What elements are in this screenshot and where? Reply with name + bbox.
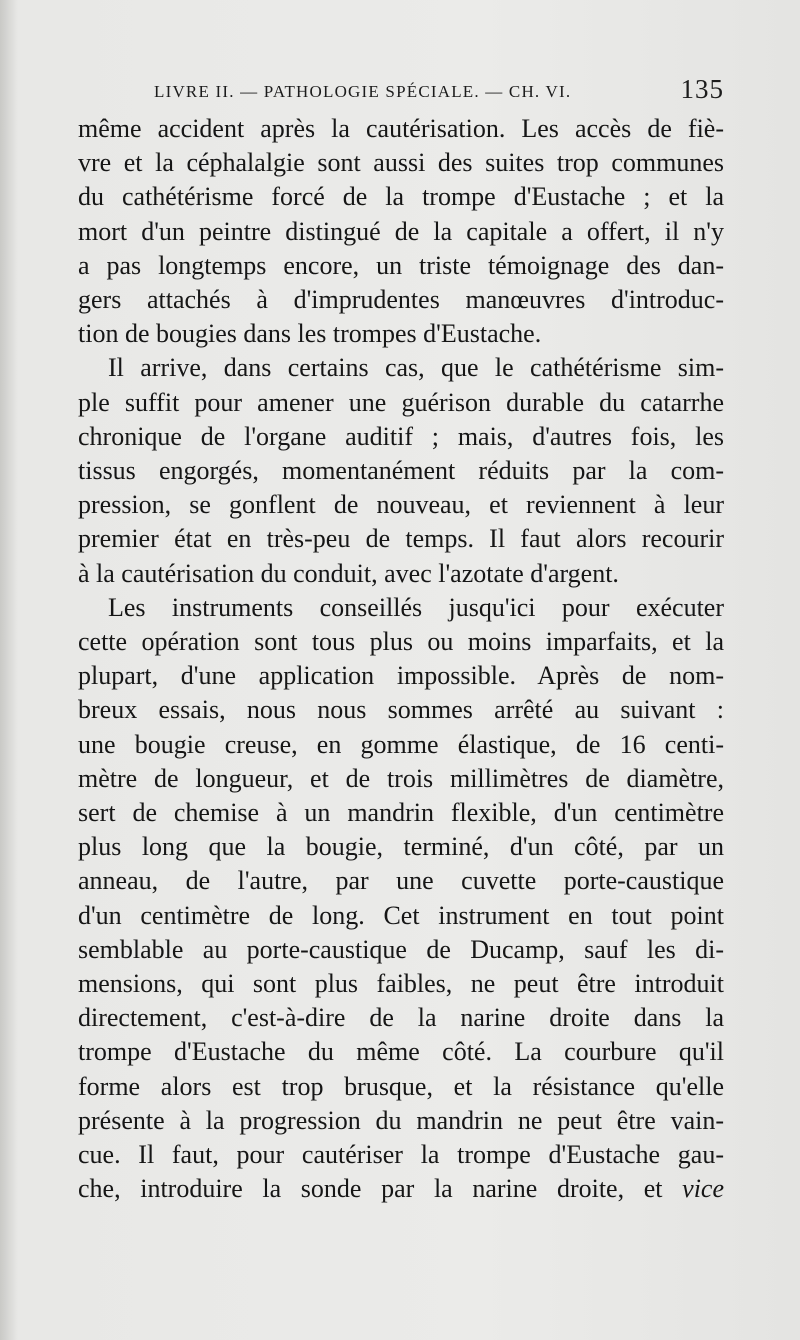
text-line: breux essais, nous nous sommes arrêté au suivant : [78,695,724,725]
text-line: chronique de l'organe auditif ; mais, d'autres fois, les [78,421,724,451]
text-line: directement, c'est-à-dire de la narine droite dans la [78,1003,724,1033]
text-line: vre et la céphalalgie sont aussi des suites trop communes [78,148,724,178]
text-line: tion de bougies dans les trompes d'Eustache. [78,319,542,349]
text-line: pression, se gonflent de nouveau, et reviennent à leur [78,490,724,520]
text-line: plupart, d'une application impossible. Après de nom- [78,661,724,691]
text-line: Il arrive, dans certains cas, que le cathétérisme sim- [108,353,724,383]
text-line: Les instruments conseillés jusqu'ici pour exécuter [108,592,724,622]
text-line: mensions, qui sont plus faibles, ne peut être introduit [78,969,724,999]
running-head [78,72,724,112]
text-line: ple suffit pour amener une guérison durable du catarrhe [78,387,724,417]
text-line: a pas longtemps encore, un triste témoignage des dan- [78,250,724,280]
final-line-text: che, introduire la sonde par la narine droite, et [78,1174,663,1204]
text-line: même accident après la cautérisation. Les accès de fiè- [78,114,724,143]
text-line: plus long que la bougie, terminé, d'un côté, par un [78,832,724,862]
text-line: mètre de longueur, et de trois millimètres de diamètre, [78,763,724,793]
text-line: premier état en très-peu de temps. Il faut alors recourir [78,524,724,554]
text-line: du cathétérisme forcé de la trompe d'Eustache ; et la [78,182,724,212]
text-line: une bougie creuse, en gomme élastique, de 16 centi- [78,729,724,759]
page-number: 135 [680,74,724,104]
text-line: mort d'un peintre distingué de la capitale a offert, il n'y [78,216,724,246]
text-line-final [78,1172,724,1206]
text-line: présente à la progression du mandrin ne peut être vain- [78,1105,724,1135]
running-title: LIVRE II. — PATHOLOGIE SPÉCIALE. — CH. VI. [154,82,572,101]
text-line: sert de chemise à un mandrin flexible, d'un centimètre [78,798,724,828]
text-line: anneau, de l'autre, par une cuvette porte-caustique [78,866,724,896]
text-line: gers attachés à d'imprudentes manœuvres d'introduc- [78,285,724,315]
text-line: tissus engorgés, momentanément réduits par la com- [78,456,724,486]
body-text [78,112,724,1207]
text-line: d'un centimètre de long. Cet instrument en tout point [78,900,724,930]
text-line: à la cautérisation du conduit, avec l'azotate d'argent. [78,558,619,588]
text-line: cue. Il faut, pour cautériser la trompe d'Eustache gau- [78,1140,724,1170]
italic-word: vice [682,1174,725,1204]
text-line: semblable au porte-caustique de Ducamp, sauf les di- [78,934,724,964]
text-line: forme alors est trop brusque, et la résistance qu'elle [78,1071,724,1101]
text-line: cette opération sont tous plus ou moins imparfaits, et la [78,627,724,657]
text-line: trompe d'Eustache du même côté. La courbure qu'il [78,1037,724,1067]
